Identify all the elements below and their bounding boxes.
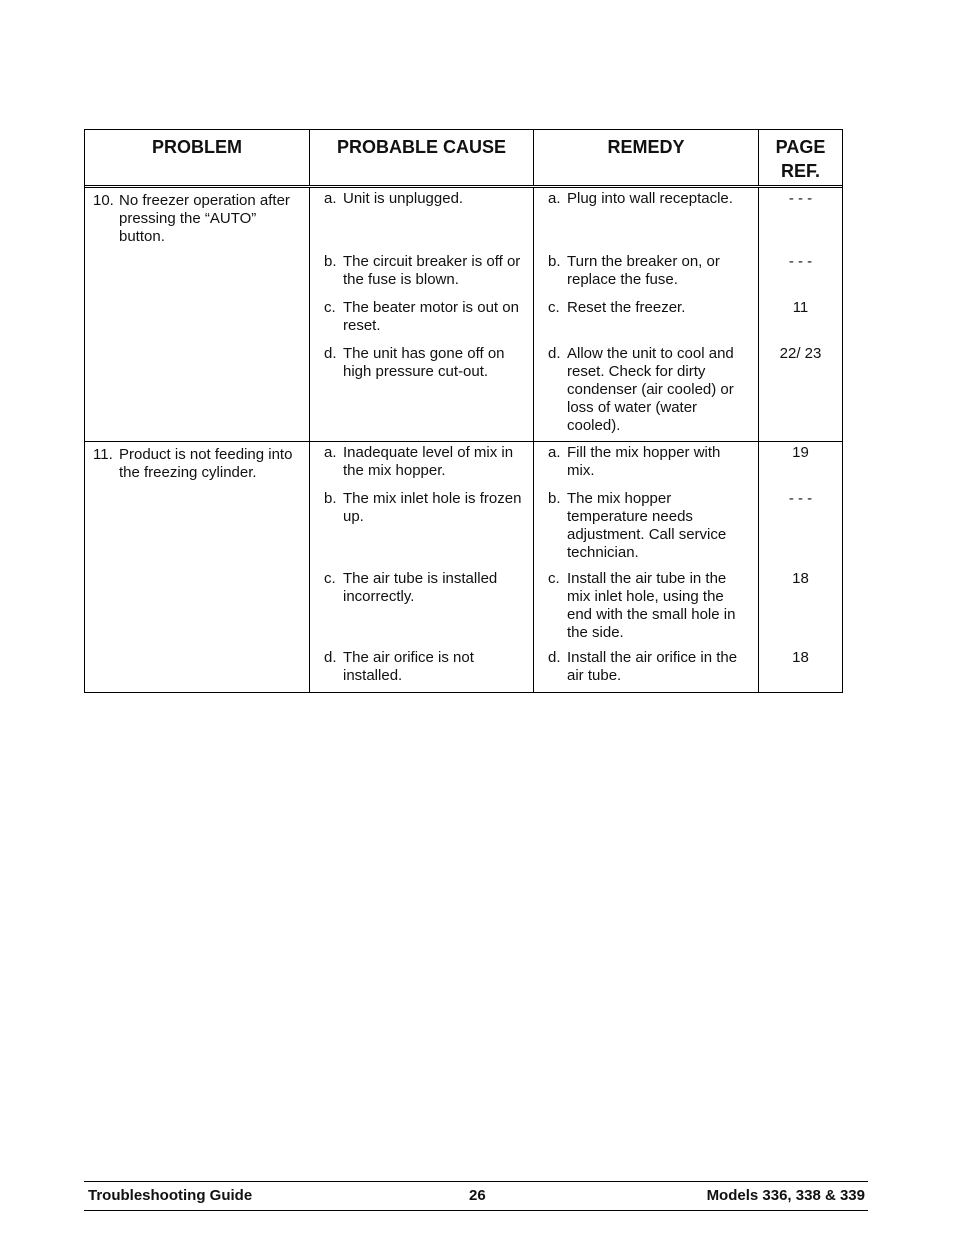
table-row (310, 297, 842, 343)
remedy-label: a. (548, 444, 561, 461)
remedy-text: Install the air tube in the mix inlet hole, using the end with the small hole in the side. (567, 570, 736, 641)
footer-bottom-rule (84, 1210, 868, 1211)
footer-top-rule (84, 1181, 868, 1182)
remedy-text: The mix hopper temperature needs adjustment. Call service technician. (567, 490, 727, 561)
remedy-cell (534, 488, 759, 568)
cause-text: The beater motor is out on reset. (343, 299, 519, 334)
cause-cell (310, 188, 534, 251)
header-remedy: REMEDY (534, 130, 759, 185)
cause-text: The air orifice is not installed. (343, 649, 474, 684)
table-row (310, 647, 842, 692)
page-number: 26 (469, 1187, 486, 1204)
page-ref-cell: - - - (788, 190, 813, 207)
footer-models: Models 336, 338 & 339 (706, 1187, 865, 1204)
cause-cell (310, 251, 534, 297)
table-row (310, 488, 842, 568)
table-row (310, 442, 842, 488)
remedy-label: d. (548, 649, 561, 666)
page-ref-cell: 11 (792, 299, 809, 316)
table-row (310, 251, 842, 297)
cause-label: a. (324, 444, 337, 461)
table-row (310, 568, 842, 647)
remedy-text: Allow the unit to cool and reset. Check for dirty condenser (air cooled) or loss of water (water cooled). (567, 345, 734, 434)
cause-cell (310, 442, 534, 488)
remedy-text: Fill the mix hopper with mix. (567, 444, 721, 479)
cause-label: a. (324, 190, 337, 207)
problem-text: Product is not feeding into the freezing cylinder. (119, 446, 293, 481)
cause-label: c. (324, 570, 336, 587)
header-probable-cause: PROBABLE CAUSE (310, 130, 534, 185)
page-ref-cell: 22/ 23 (779, 345, 822, 362)
problem-number: 11. (93, 446, 113, 463)
problem-cell (85, 442, 310, 692)
remedy-text: Install the air orifice in the air tube. (567, 649, 738, 684)
cause-cell (310, 297, 534, 343)
header-page-ref: PAGE REF. (775, 137, 826, 181)
page-ref-cell: 18 (792, 570, 809, 587)
remedy-label: c. (548, 570, 560, 587)
page-ref-cell: - - - (788, 490, 813, 507)
page-ref-cell: 19 (792, 444, 809, 461)
page-ref-cell: 18 (792, 649, 809, 666)
table-header (85, 130, 842, 188)
problem-number: 10. (93, 192, 114, 209)
remedy-cell (534, 297, 759, 343)
problem-group (85, 188, 842, 442)
cause-label: c. (324, 299, 336, 316)
problem-group (85, 442, 842, 692)
troubleshooting-table (84, 129, 843, 693)
cause-label: d. (324, 649, 337, 666)
problem-cell (85, 188, 310, 441)
page-ref-cell: - - - (788, 253, 813, 270)
remedy-cell (534, 188, 759, 251)
remedy-label: d. (548, 345, 561, 362)
cause-text: The unit has gone off on high pressure cut-out. (343, 345, 505, 380)
remedy-label: b. (548, 490, 561, 507)
cause-cell (310, 488, 534, 568)
remedy-cell (534, 568, 759, 647)
problem-text: No freezer operation after pressing the “AUTO” button. (119, 192, 290, 245)
footer-title: Troubleshooting Guide (88, 1187, 253, 1204)
remedy-text: Turn the breaker on, or replace the fuse. (567, 253, 720, 288)
table-row (310, 343, 842, 441)
cause-cell (310, 343, 534, 441)
remedy-text: Reset the freezer. (567, 299, 686, 316)
cause-cell (310, 647, 534, 692)
remedy-cell (534, 251, 759, 297)
cause-text: The mix inlet hole is frozen up. (343, 490, 522, 525)
cause-text: Unit is unplugged. (343, 190, 464, 207)
remedy-cell (534, 442, 759, 488)
table-row (310, 188, 842, 251)
cause-label: b. (324, 490, 337, 507)
cause-text: The air tube is installed incorrectly. (343, 570, 498, 605)
cause-label: b. (324, 253, 337, 270)
header-problem: PROBLEM (85, 130, 310, 185)
cause-text: The circuit breaker is off or the fuse is blown. (343, 253, 521, 288)
remedy-label: b. (548, 253, 561, 270)
remedy-cell (534, 343, 759, 441)
cause-cell (310, 568, 534, 647)
cause-text: Inadequate level of mix in the mix hopper. (343, 444, 514, 479)
remedy-label: a. (548, 190, 561, 207)
remedy-cell (534, 647, 759, 692)
remedy-text: Plug into wall receptacle. (567, 190, 733, 207)
remedy-label: c. (548, 299, 560, 316)
cause-label: d. (324, 345, 337, 362)
